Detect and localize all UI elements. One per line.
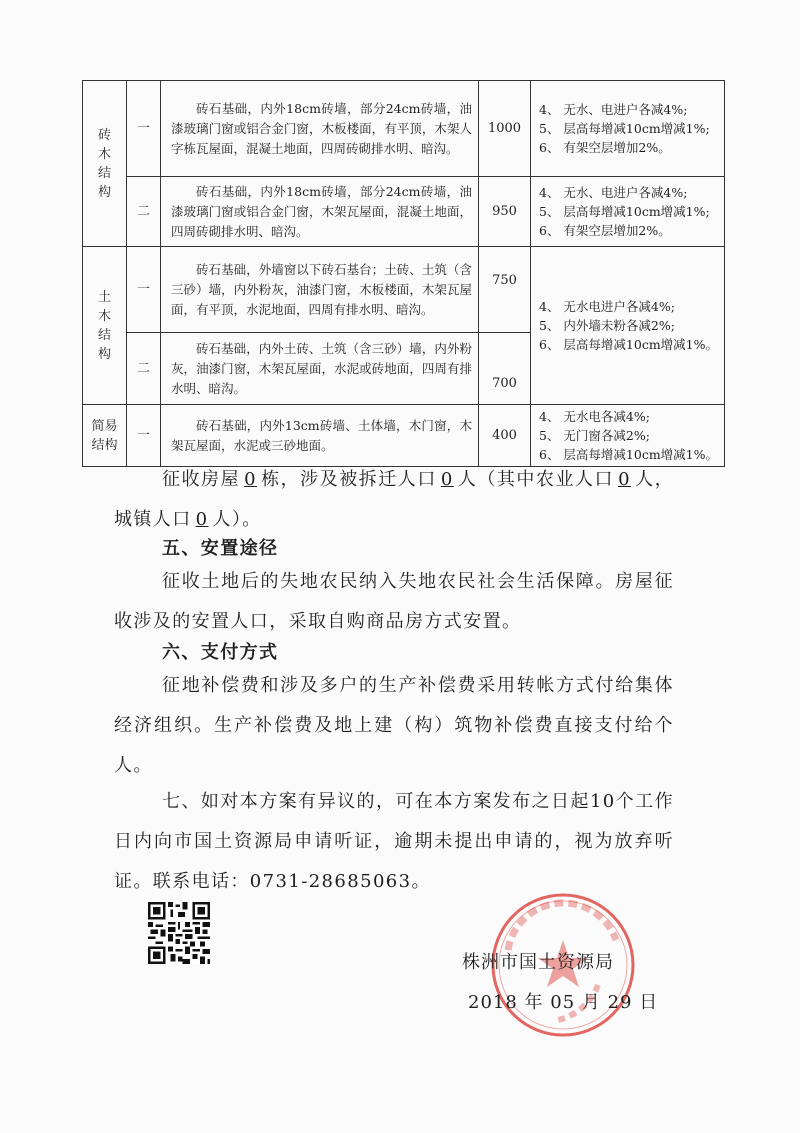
description-cell (161, 81, 479, 177)
urban-count: 0 (195, 509, 209, 530)
issuing-organization: 株洲市国土资源局 (462, 952, 614, 973)
category-char: 砖 (97, 127, 111, 143)
category-char: 结构 (91, 437, 118, 453)
grade-cell: 二 (127, 177, 161, 247)
description-text: 砖石基础，内外18cm砖墙，部分24cm砖墙，油漆玻璃门窗或铝合金门窗，木架瓦屋面，混凝土地面，四周砖砌排水明、暗沟。 (171, 183, 472, 239)
summary-text: 人，城镇人口 (114, 469, 674, 530)
category-char: 构 (97, 184, 111, 200)
note-line: 4、 无水、电进户各减4%; (539, 185, 688, 200)
note-line: 5、 无门窗各减2%; (539, 428, 650, 443)
notes-cell (531, 405, 725, 467)
grade-cell: 一 (127, 81, 161, 177)
section-5-heading: 五、安置途径 (162, 538, 279, 559)
summary-text: 征收房屋 (162, 469, 241, 490)
notes-cell (531, 177, 725, 247)
section-7-body (114, 782, 674, 902)
category-char: 结 (97, 327, 111, 343)
grade-cell: 一 (127, 247, 161, 333)
description-cell (161, 177, 479, 247)
summary-text: 人（其中农业人口 (457, 469, 615, 490)
description-cell (161, 405, 479, 467)
price-cell: 1000 (479, 81, 531, 177)
people-count: 0 (440, 469, 454, 490)
category-char: 简易 (91, 418, 118, 434)
section-6-text: 征地补偿费和涉及多户的生产补偿费采用转帐方式付给集体经济组织。生产补偿费及地上建（构）筑物补偿费直接支付给个人。 (114, 675, 674, 776)
description-text: 砖石基础，内外土砖、土筑（含三砂）墙，内外粉灰，油漆门窗，木架瓦屋面，水泥或砖地面，四周有排水明、暗沟。 (171, 340, 472, 396)
category-char: 木 (97, 146, 111, 162)
note-line: 6、 层高每增减10cm增减1%。 (539, 447, 719, 462)
houses-count: 0 (244, 469, 257, 490)
section-5-text: 征收土地后的失地农民纳入失地农民社会生活保障。房屋征收涉及的安置人口，采取自购商品房方式安置。 (114, 571, 674, 632)
category-char: 结 (97, 165, 111, 181)
note-line: 5、 层高每增减10cm增减1%; (539, 204, 710, 219)
category-char: 构 (97, 346, 111, 362)
price-cell: 750 (479, 247, 531, 333)
description-text: 砖石基础，外墙窗以下砖石基台；土砖、土筑（含三砂）墙，内外粉灰，油漆门窗，木板楼面，木架瓦屋面，有平顶，水泥地面，四周有排水明、暗沟。 (171, 261, 472, 317)
table-row (83, 405, 725, 467)
note-line: 4、 无水电各减4%; (539, 409, 650, 424)
section-7-text: 七、如对本方案有异议的，可在本方案发布之日起10个工作日内向市国土资源局申请听证，逾期未提出申请的，视为放弃听证。联系电话：0731-28685063。 (114, 791, 674, 892)
description-cell (161, 247, 479, 333)
qr-code (148, 902, 210, 964)
section-5-body (114, 562, 674, 642)
price-cell: 700 (479, 333, 531, 405)
description-text: 砖石基础，内外18cm砖墙，部分24cm砖墙，油漆玻璃门窗或铝合金门窗，木板楼面，有平顶，木架人字栋瓦屋面，混凝土地面，四周砖砌排水明、暗沟。 (171, 100, 472, 156)
table-row (83, 247, 725, 333)
note-line: 6、 有架空层增加2%。 (539, 223, 671, 238)
description-cell (161, 333, 479, 405)
note-line: 6、 层高每增减10cm增减1%。 (539, 337, 719, 352)
note-line: 4、 无水、电进户各减4%; (539, 102, 688, 117)
price-cell: 950 (479, 177, 531, 247)
compensation-table (82, 80, 725, 467)
category-cell (83, 247, 127, 405)
grade-cell: 一 (127, 405, 161, 467)
category-char: 木 (97, 308, 111, 324)
note-line: 5、 内外墙未粉各减2%; (539, 318, 675, 333)
agricultural-count: 0 (618, 469, 631, 490)
category-cell (83, 81, 127, 247)
note-line: 4、 无水电进户各减4%; (539, 299, 675, 314)
note-line: 6、 有架空层增加2%。 (539, 140, 671, 155)
description-text: 砖石基础，内外13cm砖墙、土体墙，木门窗，木架瓦屋面，水泥或三砂地面。 (171, 417, 472, 453)
category-cell (83, 405, 127, 467)
issue-date: 2018 年 05 月 29 日 (468, 992, 659, 1013)
summary-text: 栋，涉及被拆迁人口 (260, 469, 437, 490)
table-row (83, 177, 725, 247)
note-line: 5、 层高每增减10cm增减1%; (539, 121, 710, 136)
summary-text: 人）。 (212, 509, 262, 530)
category-char: 土 (97, 289, 111, 305)
notes-cell (531, 247, 725, 405)
summary-paragraph (114, 460, 674, 540)
section-6-body (114, 666, 674, 786)
grade-cell: 二 (127, 333, 161, 405)
section-6-heading: 六、支付方式 (162, 642, 279, 663)
table-row (83, 81, 725, 177)
price-cell: 400 (479, 405, 531, 467)
notes-cell (531, 81, 725, 177)
